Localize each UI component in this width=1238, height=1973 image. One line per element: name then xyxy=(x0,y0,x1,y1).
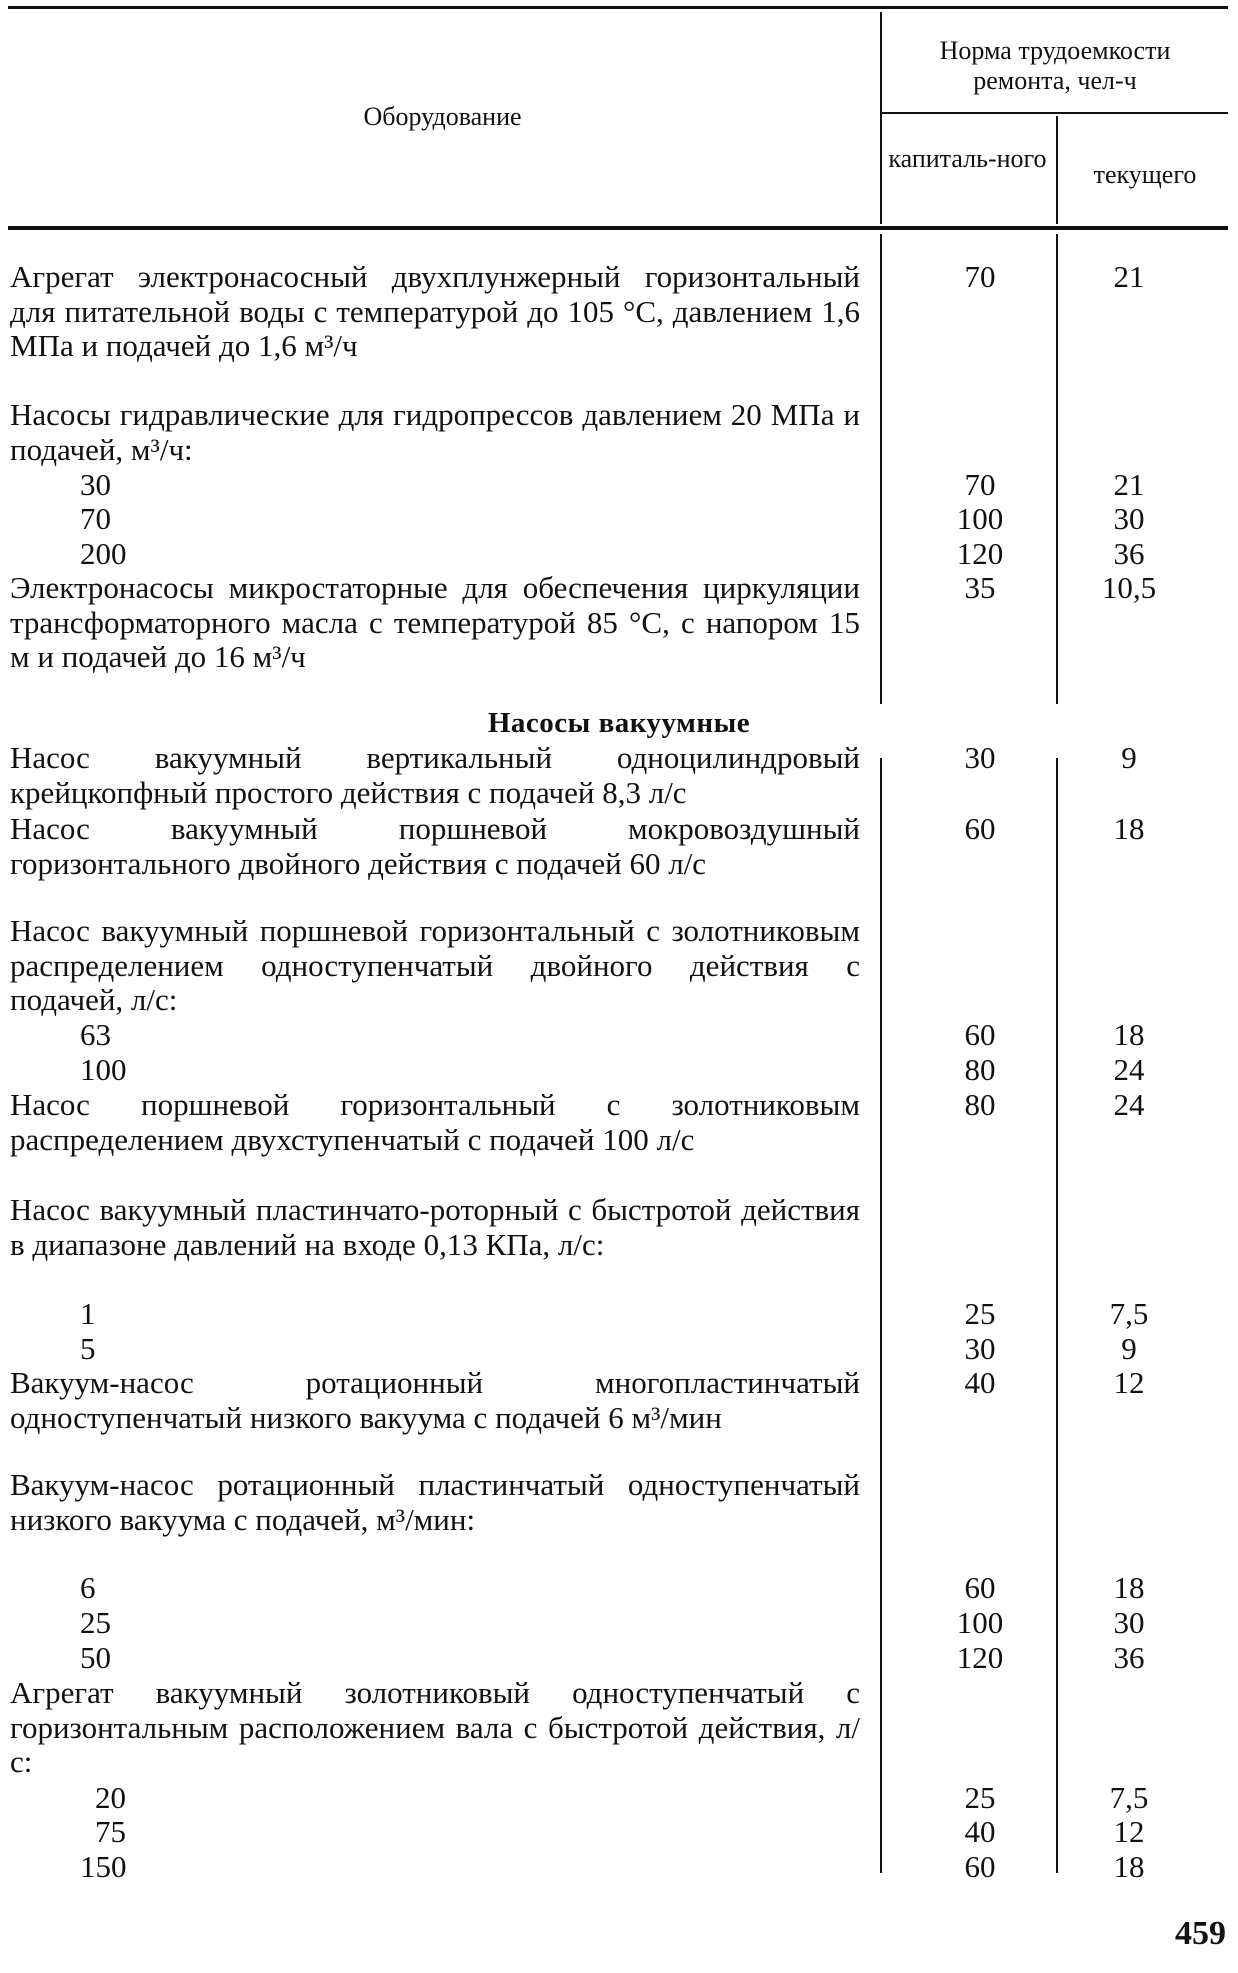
current-value: 18 xyxy=(1113,1849,1145,1884)
row-description: Насосы гидравлические для гидропрессов давлением 20 МПа и подачей, м³/ч: xyxy=(10,397,860,467)
capital-value: 60 xyxy=(964,811,996,846)
page-number: 459 xyxy=(1175,1915,1226,1952)
capital-value: 30 xyxy=(964,740,996,775)
body-divider-2 xyxy=(1056,234,1058,704)
capital-value: 60 xyxy=(964,1849,996,1884)
current-value: 21 xyxy=(1113,467,1145,502)
equipment-header: Оборудование xyxy=(363,102,522,131)
row-subitem: 100 xyxy=(80,1052,127,1087)
current-value: 21 xyxy=(1113,259,1145,294)
row-description: Электронасосы микростаторные для обеспечения циркуляции трансформаторного масла с температурой 85 °С, с напором 15 м и подачей до 16 м³/ч xyxy=(10,570,860,674)
current-value: 24 xyxy=(1113,1052,1145,1087)
row-subitem: 6 xyxy=(80,1570,96,1605)
body-divider-1 xyxy=(880,234,882,704)
current-value: 30 xyxy=(1113,501,1145,536)
capital-value: 25 xyxy=(964,1296,996,1331)
current-value: 9 xyxy=(1121,740,1137,775)
row-subitem: 1 xyxy=(80,1296,96,1331)
current-value: 24 xyxy=(1113,1087,1145,1122)
capital-value: 70 xyxy=(964,467,996,502)
current-header: текущего xyxy=(1093,160,1197,189)
current-value: 10,5 xyxy=(1101,570,1157,605)
capital-value: 25 xyxy=(964,1780,996,1815)
capital-value: 80 xyxy=(964,1087,996,1122)
norm-header: Норма трудоемкости ремонта, чел-ч xyxy=(939,36,1171,95)
row-subitem: 75 xyxy=(95,1814,126,1849)
row-subitem: 150 xyxy=(80,1849,127,1884)
current-value: 12 xyxy=(1113,1365,1145,1400)
current-value: 30 xyxy=(1113,1605,1145,1640)
row-description: Агрегат вакуумный золотниковый одноступенчатый с горизонтальным расположением вала с быстротой действия, л/с: xyxy=(10,1675,860,1779)
current-value: 7,5 xyxy=(1109,1296,1149,1331)
body-divider-2b xyxy=(1056,758,1058,1873)
capital-value: 60 xyxy=(964,1570,996,1605)
capital-value: 100 xyxy=(956,501,1004,536)
row-description: Насос поршневой горизонтальный с золотниковым распределением двухступенчатый с подачей 100 л/с xyxy=(10,1087,860,1157)
row-subitem: 5 xyxy=(80,1331,96,1366)
row-description: Вакуум-насос ротационный пластинчатый одноступенчатый низкого вакуума с подачей, м³/мин: xyxy=(10,1467,860,1537)
row-subitem: 200 xyxy=(80,536,127,571)
current-value: 9 xyxy=(1121,1331,1137,1366)
row-subitem: 70 xyxy=(80,501,111,536)
row-subitem: 20 xyxy=(95,1780,126,1815)
current-value: 36 xyxy=(1113,1640,1145,1675)
top-rule xyxy=(8,6,1228,9)
capital-value: 30 xyxy=(964,1331,996,1366)
header-divider-2 xyxy=(1056,116,1058,224)
capital-value: 70 xyxy=(964,259,996,294)
capital-value: 120 xyxy=(956,536,1004,571)
row-subitem: 25 xyxy=(80,1605,111,1640)
row-subitem: 30 xyxy=(80,467,111,502)
capital-value: 60 xyxy=(964,1017,996,1052)
current-value: 36 xyxy=(1113,536,1145,571)
row-description: Насос вакуумный поршневой горизонтальный с золотниковым распределением одноступенчатый двойного действия с подачей, л/с: xyxy=(10,913,860,1017)
capital-header: капиталь-ного xyxy=(888,144,1047,173)
row-description: Вакуум-насос ротационный многопластинчатый одноступенчатый низкого вакуума с подачей 6 м³/мин xyxy=(10,1365,860,1435)
current-value: 7,5 xyxy=(1109,1780,1149,1815)
capital-value: 80 xyxy=(964,1052,996,1087)
current-value: 18 xyxy=(1113,811,1145,846)
section-title: Насосы вакуумные xyxy=(487,707,751,739)
row-subitem: 63 xyxy=(80,1017,111,1052)
row-description: Насос вакуумный вертикальный одноцилиндровый крейцкопфный простого действия с подачей 8,3 л/с xyxy=(10,740,860,810)
current-value: 18 xyxy=(1113,1570,1145,1605)
row-description: Насос вакуумный пластинчато-роторный с быстротой действия в диапазоне давлений на входе 0,13 КПа, л/с: xyxy=(10,1192,860,1262)
capital-value: 40 xyxy=(964,1365,996,1400)
norm-subheader-rule xyxy=(882,112,1228,114)
header-bottom-rule xyxy=(8,226,1228,230)
body-divider-1b xyxy=(880,758,882,1873)
row-description: Насос вакуумный поршневой мокровоздушный горизонтального двойного действия с подачей 60 л/с xyxy=(10,811,860,881)
capital-value: 120 xyxy=(956,1640,1004,1675)
current-value: 12 xyxy=(1113,1814,1145,1849)
capital-value: 40 xyxy=(964,1814,996,1849)
row-subitem: 50 xyxy=(80,1640,111,1675)
capital-value: 100 xyxy=(956,1605,1004,1640)
header-divider-1 xyxy=(880,12,882,224)
capital-value: 35 xyxy=(964,570,996,605)
current-value: 18 xyxy=(1113,1017,1145,1052)
row-description: Агрегат электронасосный двухплунжерный горизонтальный для питательной воды с температурой до 105 °С, давлением 1,6 МПа и подачей до 1,6 м³/ч xyxy=(10,259,860,363)
